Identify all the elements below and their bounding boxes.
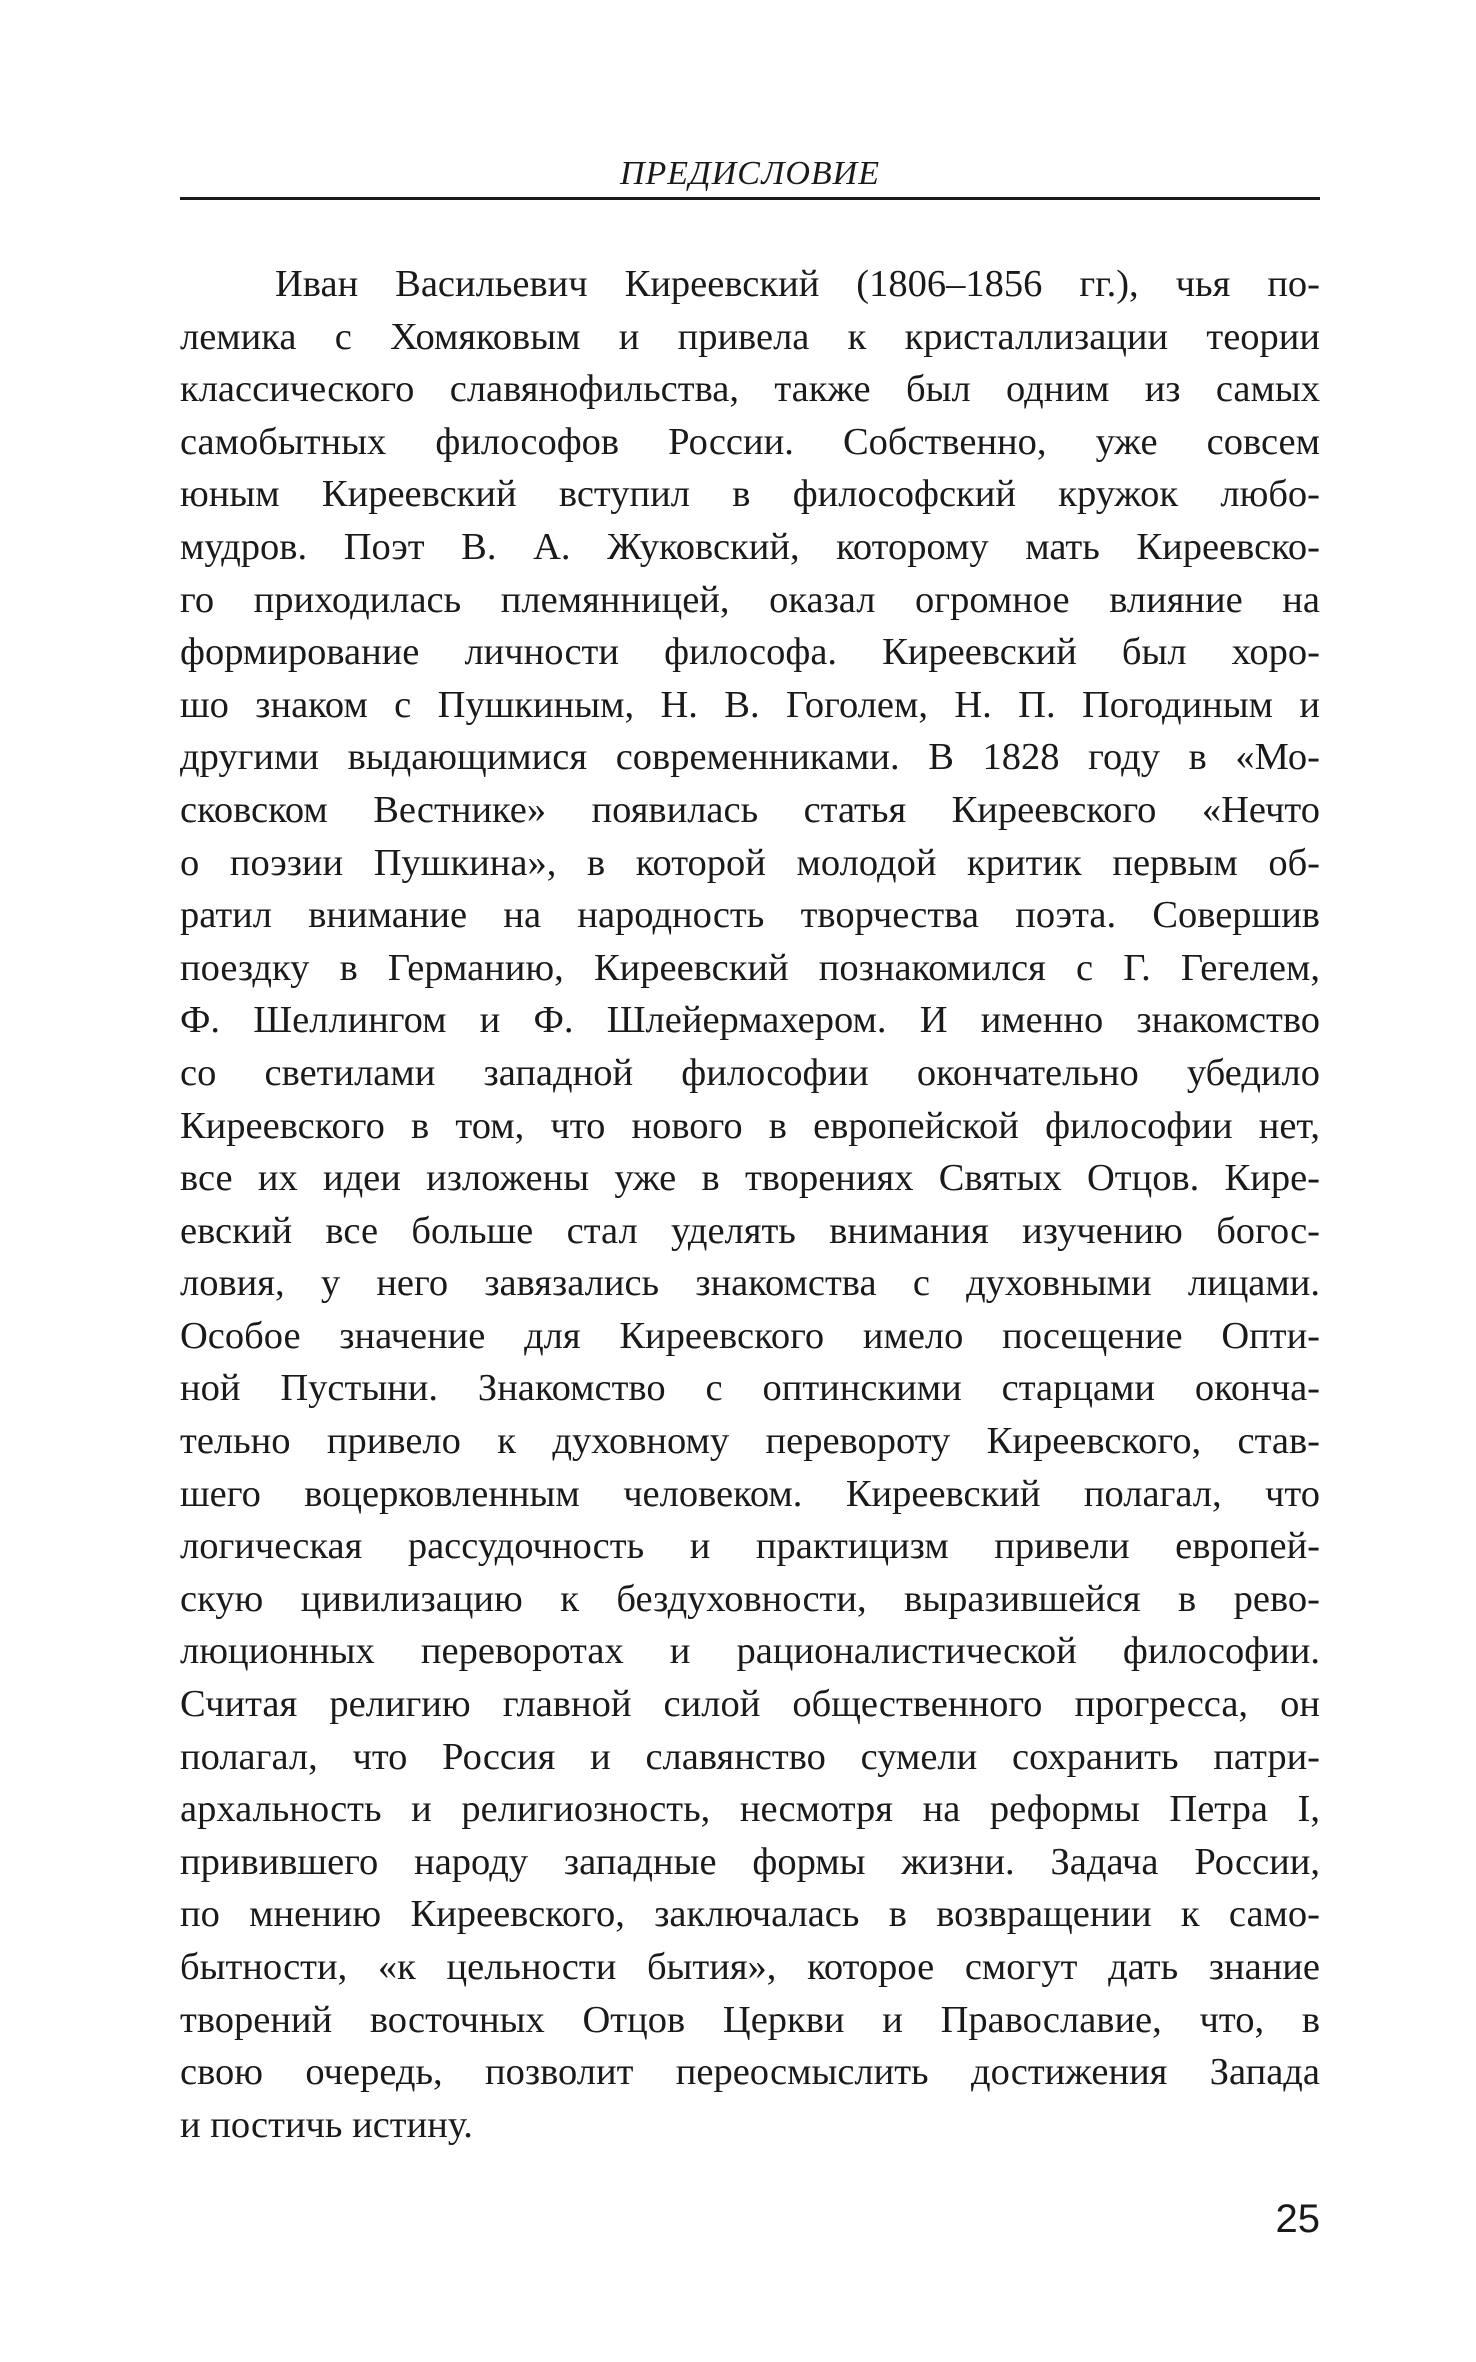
text-line: свою очередь, позволит переосмыслить достижения Запада — [180, 2051, 1320, 2094]
text-line: бытности, «к цельности бытия», которое смогут дать знание — [180, 1946, 1320, 1988]
text-line: ратил внимание на народность творчества поэта. Совершив — [180, 894, 1320, 937]
running-head: ПРЕДИСЛОВИЕ — [619, 155, 881, 192]
text-line: Особое значение для Киреевского имело посещение Опти- — [180, 1314, 1320, 1357]
text-line: творений восточных Отцов Церкви и Православие, что, в — [180, 1998, 1320, 2041]
text-line: скую цивилизацию к бездуховности, выразившейся в рево- — [180, 1577, 1320, 1620]
text-line: другими выдающимися современниками. В 1828 году в «Мо- — [180, 736, 1320, 779]
text-line: архальность и религиозность, несмотря на реформы Петра I, — [180, 1788, 1320, 1831]
text-line: Считая религию главной силой общественного прогресса, он — [180, 1683, 1320, 1726]
text-line: все их идеи изложены уже в творениях Святых Отцов. Кире- — [180, 1157, 1320, 1200]
text-line: лемика с Хомяковым и привела к кристаллизации теории — [180, 315, 1320, 358]
text-line: Киреевского в том, что нового в европейской философии нет, — [180, 1104, 1320, 1147]
text-line: полагал, что Россия и славянство сумели сохранить патри- — [180, 1735, 1320, 1778]
text-line: Ф. Шеллингом и Ф. Шлейермахером. И именно знакомство — [180, 999, 1320, 1042]
text-line: шего воцерковленным человеком. Киреевский полагал, что — [180, 1472, 1320, 1515]
text-line: поездку в Германию, Киреевский познакомился с Г. Гегелем, — [180, 946, 1320, 989]
text-line: тельно привело к духовному перевороту Киреевского, став- — [180, 1420, 1320, 1463]
text-line: сковском Вестнике» появилась статья Киреевского «Нечто — [180, 788, 1320, 831]
text-line: классического славянофильства, также был одним из самых — [180, 368, 1320, 411]
text-line: формирование личности философа. Киреевский был хоро- — [180, 631, 1320, 674]
text-line: юным Киреевский вступил в философский кружок любо- — [180, 473, 1320, 516]
header-rule — [180, 197, 1320, 200]
text-line: по мнению Киреевского, заключалась в возвращении к само- — [180, 1893, 1320, 1936]
text-line: евский все больше стал уделять внимания изучению богос- — [180, 1209, 1320, 1252]
text-line: шо знаком с Пушкиным, Н. В. Гоголем, Н. П. Погодиным и — [180, 683, 1320, 726]
text-line: о поэзии Пушкина», в которой молодой критик первым об- — [180, 841, 1320, 884]
text-line: ной Пустыни. Знакомство с оптинскими старцами оконча- — [180, 1367, 1320, 1410]
text-line: со светилами западной философии окончательно убедило — [180, 1051, 1320, 1094]
body-paragraph — [180, 258, 1320, 2151]
text-line: го приходилась племянницей, оказал огромное влияние на — [180, 578, 1320, 621]
text-line: мудров. Поэт В. А. Жуковский, которому мать Киреевско- — [180, 525, 1320, 568]
text-line: логическая рассудочность и практицизм привели европей- — [180, 1525, 1320, 1568]
text-line: люционных переворотах и рационалистической философии. — [180, 1630, 1320, 1673]
text-line: Иван Васильевич Киреевский (1806–1856 гг.), чья по- — [275, 263, 1320, 305]
text-line: привившего народу западные формы жизни. Задача России, — [180, 1840, 1320, 1883]
text-line: ловия, у него завязались знакомства с духовными лицами. — [180, 1262, 1320, 1305]
text-line: самобытных философов России. Собственно, уже совсем — [180, 420, 1320, 463]
text-line: и постичь истину. — [180, 2103, 473, 2146]
page-number: 25 — [1275, 2197, 1320, 2241]
